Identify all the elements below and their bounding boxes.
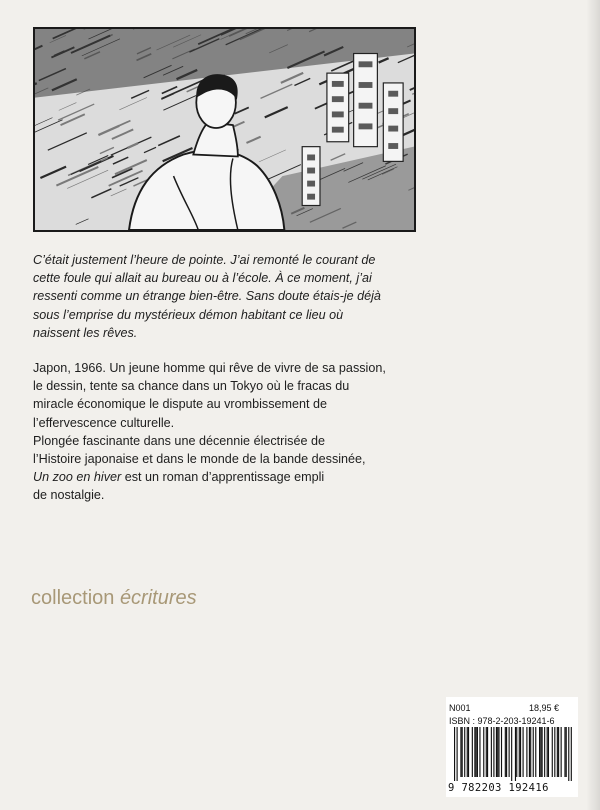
collection-name: écritures (119, 587, 197, 609)
collection-label (31, 587, 197, 610)
summary-line: Plongée fascinante dans une décennie électrisée de (33, 433, 325, 448)
barcode-panel (446, 697, 578, 797)
spine-shadow (586, 0, 600, 810)
quote-line: ressenti comme un étrange bien-être. Sans doute étais-je déjà (33, 289, 381, 304)
collection-prefix: collection (31, 587, 120, 609)
summary-line: le dessin, tente sa chance dans un Tokyo où le fracas du (33, 379, 350, 394)
excerpt-quote (33, 251, 403, 342)
summary-title-line (33, 468, 413, 486)
quote-line: C’était justement l’heure de pointe. J’ai remonté le courant de (33, 253, 376, 267)
quote-line: naissent les rêves. (33, 325, 138, 340)
isbn-label: ISBN : 978-2-203-19241-6 (449, 716, 555, 726)
manga-illustration-image (35, 29, 414, 230)
barcode-number: 9 782203 192416 (448, 782, 549, 794)
quote-line: cette foule qui allait au bureau ou à l’école. À ce moment, j’ai (33, 271, 372, 286)
product-code: N001 (449, 703, 471, 713)
quote-line: sous l’emprise du mystérieux démon habitant ce lieu où (33, 307, 344, 322)
summary-line: miracle économique le dispute au vrombissement de (33, 397, 328, 412)
barcode-image (454, 727, 572, 781)
summary-line: de nostalgie. (33, 488, 105, 503)
summary-line: l’Histoire japonaise et dans le monde de la bande dessinée, (33, 452, 366, 467)
summary-line: l’effervescence culturelle. (33, 415, 175, 430)
book-title: Un zoo en hiver (33, 470, 122, 485)
summary-title-rest: est un roman d’apprentissage empli (121, 470, 325, 485)
book-summary (33, 359, 413, 505)
cover-illustration (33, 27, 416, 232)
summary-line: Japon, 1966. Un jeune homme qui rêve de vivre de sa passion, (33, 361, 386, 375)
price-label: 18,95 € (529, 703, 560, 713)
